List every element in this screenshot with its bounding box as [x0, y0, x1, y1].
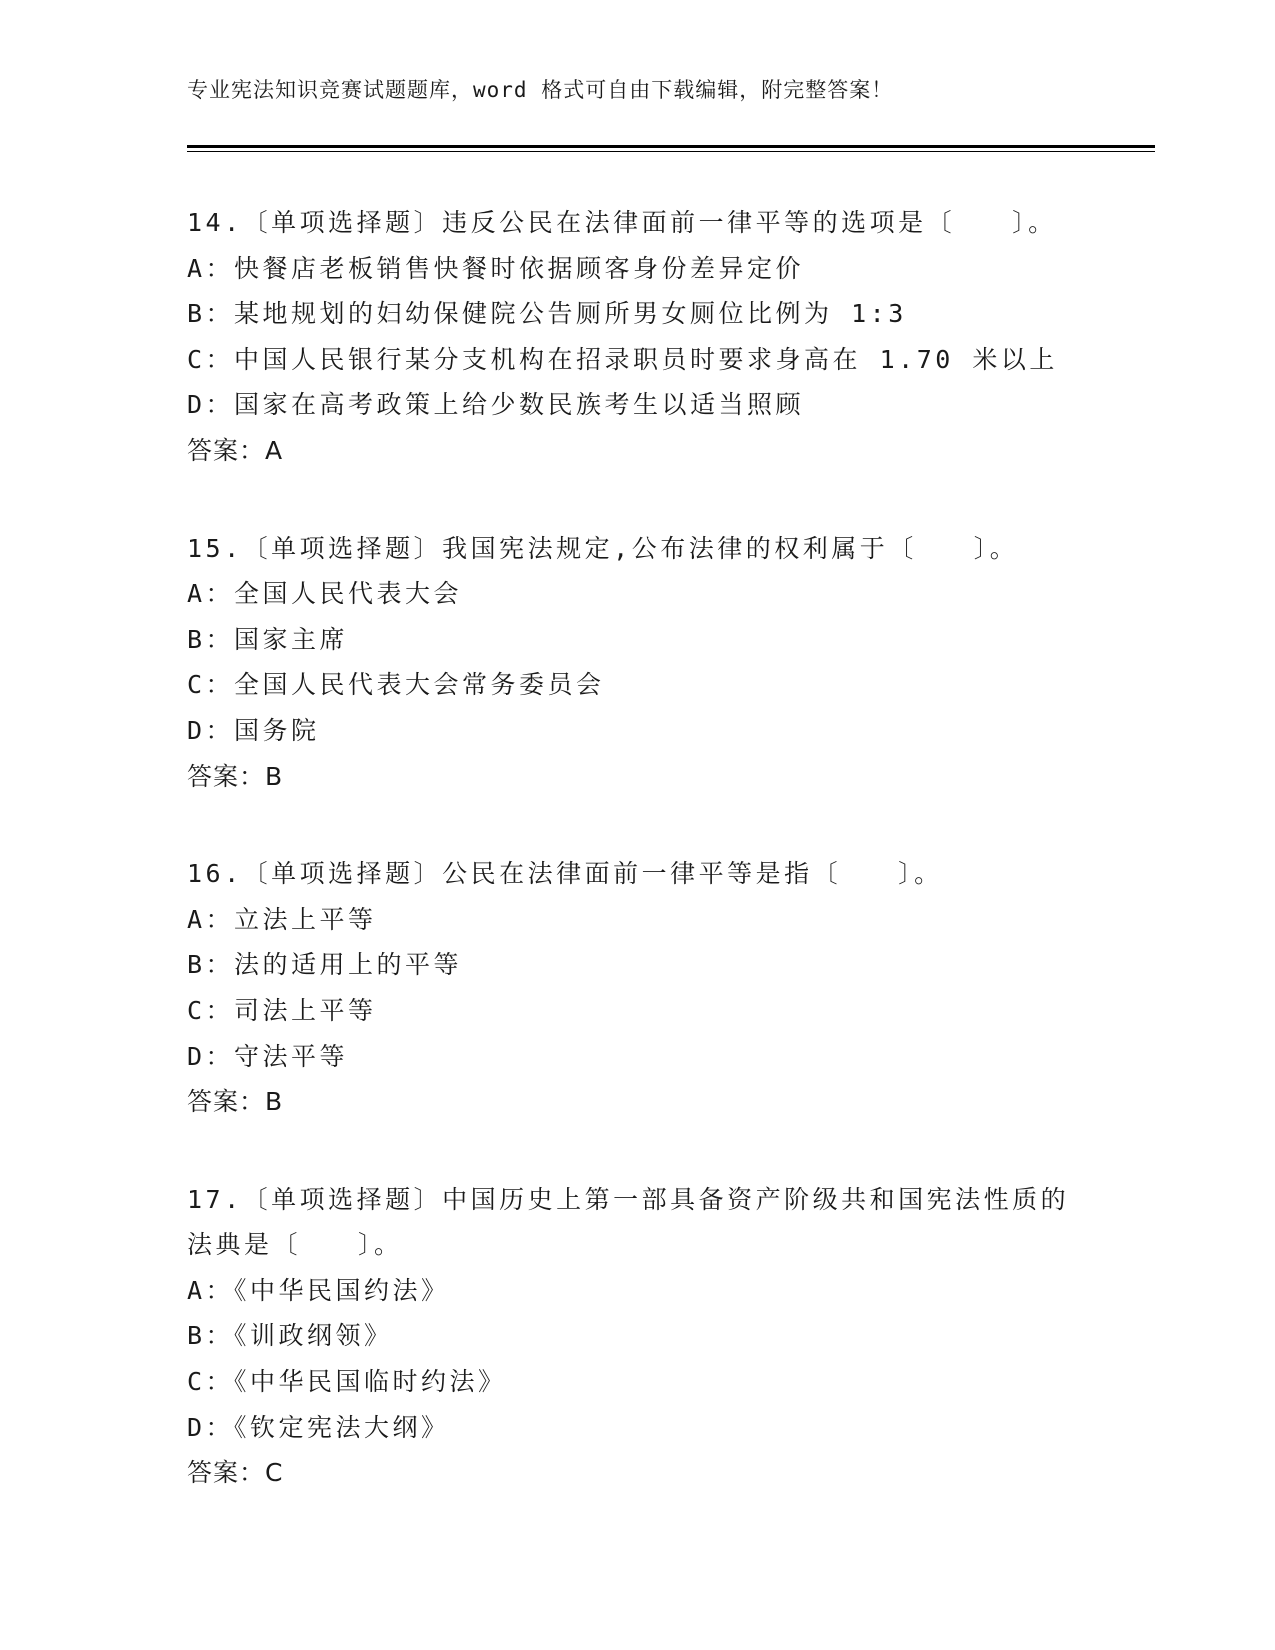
option-c: C：全国人民代表大会常务委员会 [187, 670, 605, 700]
question-stem: 17.〔单项选择题〕中国历史上第一部具备资产阶级共和国宪法性质的 [187, 1184, 1070, 1214]
question-stem-continued: 法典是〔 〕。 [187, 1230, 403, 1260]
answer: 答案：B [187, 761, 284, 791]
question-17 [187, 1177, 1087, 1496]
page-header: 专业宪法知识竞赛试题题库，word 格式可自由下载编辑，附完整答案！ [187, 78, 894, 102]
option-b: B：某地规划的妇幼保健院公告厕所男女厕位比例为 1:3 [187, 299, 907, 329]
question-stem: 16.〔单项选择题〕公民在法律面前一律平等是指〔 〕。 [187, 859, 943, 889]
option-a: A：快餐店老板销售快餐时依据顾客身份差异定价 [187, 253, 805, 283]
option-d: D：《钦定宪法大纲》 [187, 1412, 450, 1442]
question-stem: 14.〔单项选择题〕违反公民在法律面前一律平等的选项是〔 〕。 [187, 208, 1057, 237]
option-c: C：《中华民国临时约法》 [187, 1367, 507, 1397]
option-d: D：国家在高考政策上给少数民族考生以适当照顾 [187, 390, 805, 420]
question-stem: 15.〔单项选择题〕我国宪法规定,公布法律的权利属于〔 〕。 [187, 533, 1019, 563]
option-b: B：《训政纲领》 [187, 1321, 393, 1351]
question-list [187, 200, 1087, 1548]
option-b: B：国家主席 [187, 624, 349, 654]
header-divider-thick [187, 145, 1155, 148]
header-divider-thin [187, 151, 1155, 152]
answer: 答案：B [187, 1087, 284, 1117]
option-b: B：法的适用上的平等 [187, 950, 463, 980]
option-a: A：立法上平等 [187, 904, 377, 934]
question-15 [187, 526, 1087, 800]
answer: 答案：A [187, 435, 284, 465]
option-a: A：全国人民代表大会 [187, 579, 463, 609]
answer: 答案：C [187, 1458, 284, 1488]
question-14 [187, 200, 1087, 474]
option-c: C：司法上平等 [187, 995, 377, 1025]
question-16 [187, 851, 1087, 1125]
option-a: A：《中华民国约法》 [187, 1275, 450, 1305]
option-c: C：中国人民银行某分支机构在招录职员时要求身高在 1.70 米以上 [187, 344, 1058, 374]
option-d: D：国务院 [187, 715, 320, 745]
option-d: D：守法平等 [187, 1041, 349, 1071]
